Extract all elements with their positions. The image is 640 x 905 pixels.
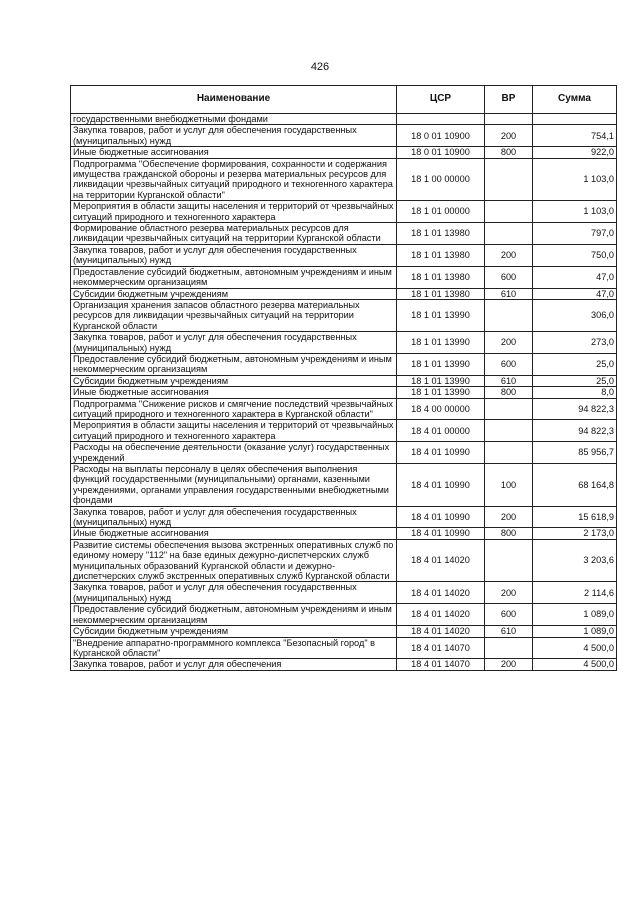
table-row <box>71 353 617 375</box>
cell-vr: 200 <box>485 332 533 354</box>
cell-name: Мероприятия в области защиты населения и территорий от чрезвычайных ситуаций природного и техногенного характера <box>71 201 397 223</box>
cell-name: Предоставление субсидий бюджетным, автономным учреждениям и иным некоммерческим организациям <box>71 604 397 626</box>
table-body <box>71 114 617 671</box>
cell-vr: 610 <box>485 288 533 299</box>
cell-vr <box>485 420 533 442</box>
cell-sum: 1 103,0 <box>533 158 617 201</box>
cell-sum: 2 114,6 <box>533 582 617 604</box>
cell-csr: 18 4 01 14020 <box>397 604 485 626</box>
table-row <box>71 158 617 201</box>
cell-csr: 18 1 01 13990 <box>397 375 485 386</box>
cell-name: Расходы на выплаты персоналу в целях обеспечения выполнения функций государственными (муниципальными) органами, казенными учреждениями, органами управления государственными внебюджетными фондами <box>71 464 397 507</box>
cell-csr: 18 4 01 10990 <box>397 442 485 464</box>
cell-name: Закупка товаров, работ и услуг для обеспечения государственных (муниципальных) нужд <box>71 506 397 528</box>
table-row <box>71 659 617 670</box>
cell-sum: 25,0 <box>533 375 617 386</box>
table-row <box>71 539 617 582</box>
cell-vr: 200 <box>485 659 533 670</box>
table-row <box>71 125 617 147</box>
cell-sum: 1 089,0 <box>533 604 617 626</box>
table-row <box>71 266 617 288</box>
cell-csr: 18 4 01 00000 <box>397 420 485 442</box>
cell-sum: 3 203,6 <box>533 539 617 582</box>
cell-name: Субсидии бюджетным учреждениям <box>71 626 397 637</box>
budget-table <box>70 85 617 671</box>
cell-name: Субсидии бюджетным учреждениям <box>71 375 397 386</box>
cell-sum: 273,0 <box>533 332 617 354</box>
cell-vr: 200 <box>485 244 533 266</box>
cell-vr <box>485 442 533 464</box>
table-header-row <box>71 86 617 114</box>
cell-name: "Внедрение аппаратно-программного комплекса "Безопасный город" в Курганской области" <box>71 637 397 659</box>
cell-sum: 47,0 <box>533 266 617 288</box>
table-row <box>71 114 617 125</box>
cell-vr <box>485 299 533 331</box>
cell-vr <box>485 637 533 659</box>
page-number: 426 <box>310 61 330 73</box>
cell-vr: 610 <box>485 375 533 386</box>
table-row <box>71 604 617 626</box>
cell-vr <box>485 114 533 125</box>
cell-name: Расходы на обеспечение деятельности (оказание услуг) государственных учреждений <box>71 442 397 464</box>
cell-name: Предоставление субсидий бюджетным, автономным учреждениям и иным некоммерческим организациям <box>71 266 397 288</box>
cell-csr: 18 4 01 14070 <box>397 637 485 659</box>
header-vr: ВР <box>485 86 533 114</box>
cell-name: Закупка товаров, работ и услуг для обеспечения государственных (муниципальных) нужд <box>71 244 397 266</box>
cell-name: Иные бюджетные ассигнования <box>71 147 397 158</box>
table-row <box>71 420 617 442</box>
cell-name: Субсидии бюджетным учреждениям <box>71 288 397 299</box>
table-row <box>71 387 617 398</box>
cell-name: Формирование областного резерва материальных ресурсов для ликвидации чрезвычайных ситуаций на территории Курганской области <box>71 223 397 245</box>
cell-sum <box>533 114 617 125</box>
cell-csr: 18 1 01 13990 <box>397 387 485 398</box>
cell-csr: 18 4 00 00000 <box>397 398 485 420</box>
cell-vr <box>485 398 533 420</box>
table-row <box>71 299 617 331</box>
cell-sum: 8,0 <box>533 387 617 398</box>
cell-sum: 68 164,8 <box>533 464 617 507</box>
cell-name: Иные бюджетные ассигнования <box>71 528 397 539</box>
cell-sum: 2 173,0 <box>533 528 617 539</box>
cell-sum: 750,0 <box>533 244 617 266</box>
header-name: Наименование <box>71 86 397 114</box>
cell-sum: 25,0 <box>533 353 617 375</box>
cell-csr: 18 1 01 13980 <box>397 288 485 299</box>
cell-name: Развитие системы обеспечения вызова экстренных оперативных служб по единому номеру "112" на базе единых дежурно-диспетчерских служб муниципальных образований Курганской области и дежурно-диспетчерских служб экстренных оперативных служб Курганской области <box>71 539 397 582</box>
cell-vr: 600 <box>485 604 533 626</box>
cell-csr: 18 1 01 13980 <box>397 244 485 266</box>
cell-vr <box>485 539 533 582</box>
cell-vr: 600 <box>485 353 533 375</box>
cell-csr: 18 0 01 10900 <box>397 125 485 147</box>
table-row <box>71 398 617 420</box>
cell-sum: 94 822,3 <box>533 398 617 420</box>
cell-vr: 200 <box>485 582 533 604</box>
cell-name: Подпрограмма "Обеспечение формирования, сохранности и содержания имущества гражданской обороны и резерва материальных ресурсов для ликвидации чрезвычайных ситуаций природного и техногенного характера на территории Курганской области" <box>71 158 397 201</box>
cell-csr: 18 1 01 13990 <box>397 332 485 354</box>
cell-name: государственными внебюджетными фондами <box>71 114 397 125</box>
table-row <box>71 375 617 386</box>
table-row <box>71 582 617 604</box>
table-row <box>71 442 617 464</box>
table-row <box>71 464 617 507</box>
table-row <box>71 332 617 354</box>
cell-csr: 18 4 01 10990 <box>397 506 485 528</box>
cell-csr: 18 4 01 14020 <box>397 582 485 604</box>
cell-name: Подпрограмма "Снижение рисков и смягчение последствий чрезвычайных ситуаций природного и техногенного характера в Курганской области" <box>71 398 397 420</box>
table-row <box>71 288 617 299</box>
header-csr: ЦСР <box>397 86 485 114</box>
cell-csr: 18 4 01 14070 <box>397 659 485 670</box>
cell-sum: 47,0 <box>533 288 617 299</box>
cell-sum: 85 956,7 <box>533 442 617 464</box>
cell-csr: 18 1 01 13990 <box>397 353 485 375</box>
cell-name: Закупка товаров, работ и услуг для обеспечения государственных (муниципальных) нужд <box>71 582 397 604</box>
cell-sum: 1 103,0 <box>533 201 617 223</box>
cell-csr <box>397 114 485 125</box>
cell-sum: 306,0 <box>533 299 617 331</box>
cell-vr <box>485 201 533 223</box>
cell-vr <box>485 158 533 201</box>
table-row <box>71 201 617 223</box>
cell-sum: 922,0 <box>533 147 617 158</box>
cell-vr: 200 <box>485 506 533 528</box>
cell-sum: 15 618,9 <box>533 506 617 528</box>
cell-csr: 18 4 01 10990 <box>397 528 485 539</box>
table-row <box>71 223 617 245</box>
cell-sum: 797,0 <box>533 223 617 245</box>
cell-name: Мероприятия в области защиты населения и территорий от чрезвычайных ситуаций природного и техногенного характера <box>71 420 397 442</box>
cell-vr <box>485 223 533 245</box>
cell-vr: 200 <box>485 125 533 147</box>
cell-csr: 18 0 01 10900 <box>397 147 485 158</box>
table-row <box>71 637 617 659</box>
cell-vr: 600 <box>485 266 533 288</box>
table-row <box>71 626 617 637</box>
cell-name: Закупка товаров, работ и услуг для обеспечения <box>71 659 397 670</box>
table-row <box>71 528 617 539</box>
cell-sum: 1 089,0 <box>533 626 617 637</box>
cell-csr: 18 1 01 00000 <box>397 201 485 223</box>
cell-csr: 18 1 00 00000 <box>397 158 485 201</box>
cell-name: Закупка товаров, работ и услуг для обеспечения государственных (муниципальных) нужд <box>71 125 397 147</box>
cell-name: Закупка товаров, работ и услуг для обеспечения государственных (муниципальных) нужд <box>71 332 397 354</box>
header-sum: Сумма <box>533 86 617 114</box>
cell-name: Организация хранения запасов областного резерва материальных ресурсов для ликвидации чрезвычайных ситуаций на территории Курганской области <box>71 299 397 331</box>
table-row <box>71 147 617 158</box>
cell-csr: 18 1 01 13980 <box>397 223 485 245</box>
cell-csr: 18 4 01 14020 <box>397 539 485 582</box>
cell-vr: 100 <box>485 464 533 507</box>
cell-vr: 610 <box>485 626 533 637</box>
table-row <box>71 244 617 266</box>
cell-vr: 800 <box>485 528 533 539</box>
table-row <box>71 506 617 528</box>
cell-sum: 4 500,0 <box>533 659 617 670</box>
cell-sum: 94 822,3 <box>533 420 617 442</box>
cell-vr: 800 <box>485 387 533 398</box>
cell-csr: 18 4 01 14020 <box>397 626 485 637</box>
cell-csr: 18 1 01 13990 <box>397 299 485 331</box>
cell-sum: 754,1 <box>533 125 617 147</box>
cell-name: Иные бюджетные ассигнования <box>71 387 397 398</box>
cell-sum: 4 500,0 <box>533 637 617 659</box>
cell-csr: 18 4 01 10990 <box>397 464 485 507</box>
cell-name: Предоставление субсидий бюджетным, автономным учреждениям и иным некоммерческим организациям <box>71 353 397 375</box>
cell-vr: 800 <box>485 147 533 158</box>
cell-csr: 18 1 01 13980 <box>397 266 485 288</box>
